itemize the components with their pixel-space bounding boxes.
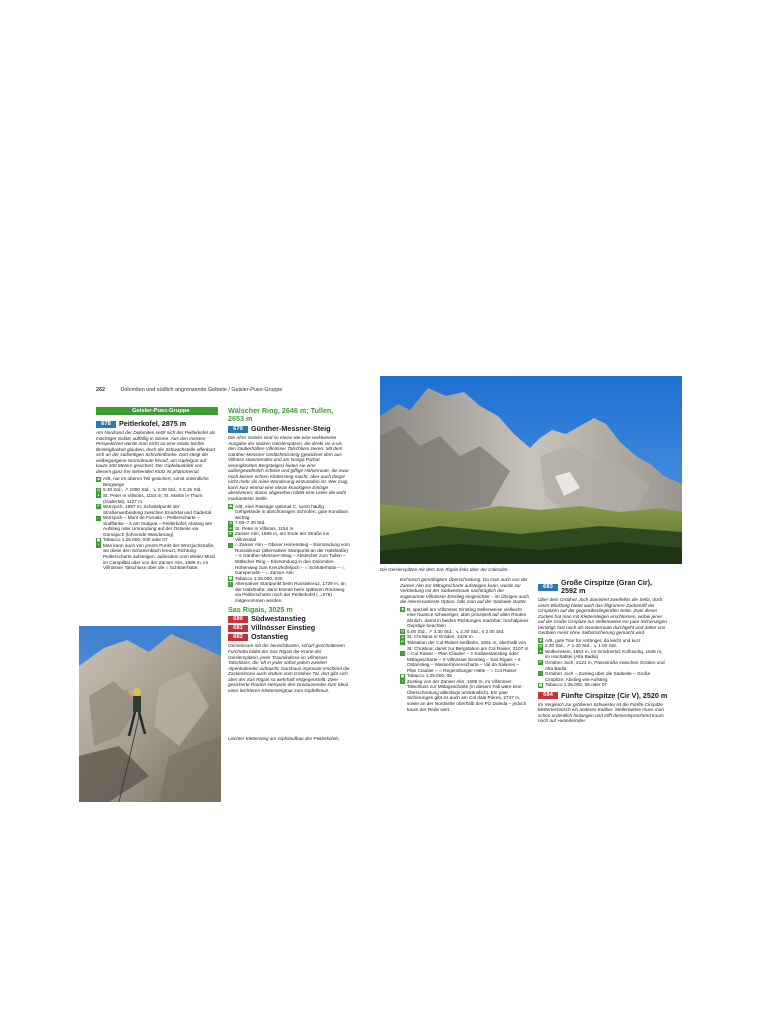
- tour-title: Peitlerkofel, 2875 m: [119, 419, 187, 428]
- section-title-tullen: Wälscher Ring, 2646 m; Tullen, 2653 m: [228, 406, 334, 423]
- info-start: P Grödner Joch, 2121 m, Passstraße zwischen Gröden und Alta Badia: [539, 660, 665, 671]
- start-icon: P: [229, 531, 232, 536]
- tour-title: Südwestanstieg: [251, 614, 306, 624]
- time-icon: ◷: [401, 629, 404, 634]
- mountain-photo: [380, 376, 682, 564]
- tour-intro: Gemeinsam mit der benachbarten, scharf geschnittenen Furchetta bildet der Sas Rigais die Krone der Geislerspitzen, jener Traumkulisse im Villnösser Talschluss, die 'oft in jeder sofort jedem zweiten Alpenkalender auftaucht. Durchaus imposant erscheint die Zackenkrone auch drüben vom Grödner Tal, dort gibt sich aber der Sas Rigais so wehrhaft entgegenstellt. Zwei gesicherte Routen stempeln den Dreitausender zum Ideal einer leichteren Klettersteigtour zum Gipfelkreuz.: [228, 643, 350, 693]
- tour-number: 682: [228, 634, 248, 641]
- time-icon: ◷: [229, 520, 232, 525]
- info-grade: ◆ A/B, eine Passage optional C, sonst häufig Gehgelände in abschüssigen Schrofen; gute Kondition wichtig: [229, 503, 349, 520]
- route-icon: →: [228, 542, 233, 547]
- tour-title: Günther-Messner-Steig: [251, 424, 331, 433]
- map-icon: ▦: [538, 682, 543, 687]
- tour-intro: Über dem Grödner Joch dominiert zweifellos die Sella, doch einen Blickfang bietet auch das filigranere Zackenriff der Cirspitzen auf der gegenüberliegenden Seite. Zwei dieser Zacken hat man mit Klettersteigen erschlossen, wobei jener auf die Große Cirspitze nur stellenweise ein paar Sicherungen benötigt; fast noch als Wanderroute durchgeht und daher von Geübten meist ohne Selbstsicherung gemacht wird.: [538, 597, 667, 636]
- valley-icon: ▲: [538, 649, 543, 654]
- tip-icon: !: [401, 679, 404, 684]
- running-header: [96, 387, 282, 393]
- column-2: [228, 407, 350, 695]
- info-valley: ▲ St. Peter in Villnöss, 1154 m: [228, 525, 294, 531]
- map-icon: ▦: [96, 537, 101, 542]
- grade-icon: ◆: [401, 607, 404, 612]
- tour-heading-683: [538, 579, 668, 595]
- tour-number: 683: [538, 584, 558, 591]
- info-route: → Grödner Joch – Zustieg über die Südseite – Große Cirspitze; Abstieg wie Aufstieg: [538, 671, 651, 682]
- section-title-sas-rigais: Sas Rigais, 3025 m: [228, 605, 293, 615]
- route-icon: →: [400, 651, 405, 656]
- route-icon: →: [96, 515, 101, 520]
- tour-heading-682: [228, 633, 350, 641]
- tour-title: Fünfte Cirspitze (Cir V), 2520 m: [561, 690, 668, 700]
- tour-heading-679: [228, 425, 350, 433]
- tip-icon: !: [97, 543, 100, 548]
- tour-number: 684: [538, 692, 558, 699]
- info-valley: ▲ Wolkenstein, 1563 m, im Grödnertal; Kolfuschg, 1645 m, im Hochabtei (Alta Badia): [538, 648, 663, 660]
- mountain-photo-caption: Die Geislerspitzen mit dem Sas Rigais links über der Colesalm.: [380, 567, 509, 572]
- tour-intro: Im Vergleich zur größeren Schwester ist die Fünfte Cirspitze klettertechnisch ein anderes Kaliber. Stellenweise muss man schon ordentlich hinlangen und trifft dementsprechend kaum noch auf »wandernde«: [538, 701, 664, 724]
- info-tip: ! Man kann auch von jenem Punkt der Würzjochstraße, wo diese den Schartenbach kreuzt, Richtung Peitlerscharte aufsteigen, außerdem vom Weiler Miscì im Campilltal oder von der Zanser Alm, 1686 m, im Villnösser Talschluss über die ⌂ Schlüterhütte.: [97, 542, 216, 571]
- tour-heading-678: [96, 420, 218, 428]
- info-grade: ◆ B, speziell am Villnösser Einstieg stellenweise vielleicht eine Nuance schwieriger, aber prinzipiell auf allen Routen ähnlich, damit in beiden Richtungen machbar; hochalpines Gepräge beachten: [401, 606, 529, 629]
- grade-icon: ◆: [539, 638, 542, 643]
- start-icon: P: [97, 504, 100, 509]
- region-band: Geisler-Puez-Gruppe: [96, 407, 218, 415]
- column-3: [400, 577, 529, 712]
- page-number: 262: [96, 387, 105, 393]
- tour-intro: Die Afrer Geisler sind so etwas wie eine verkleinerte Ausgabe der stolzen Geislerspitzen, die direkt vis-à-vis den zauberhaften Villnösser Talschluss zieren. Mit dem Günther-Messner-Gedächtnissteig (gewidmet dem aus Villnöss stammenden und am Nanga Parbat verunglückten Bergsteiger) bieten sie eine außergewöhnlich schöne und giffige Höhenroute, die zwar noch keinen echten Klettersteig macht, aber auch längst nicht mehr als reine Wanderung einzustufen ist. Wer mag, kann kurz einmal eine etwas knackigere Einlage absolvieren; davon abgesehen bildet eine Leiter die wohl markanteste Stelle.: [228, 435, 349, 502]
- info-time: ◷ 7.00–7.30 Std.: [229, 520, 266, 526]
- info-tip: ! Zustieg von der Zanser Alm, 1685 m, im Villnösser Talschluss zur Mittagsscharte (in diesem Fall wäre eine Überschreitung allerdings umständlich). Ein paar Sicherungen gibt es auch am Col dala Pières, 2747 m, sowie an der Nordseite oberhalb des Piz Duleda – jedoch kaum der Rede wert.: [401, 678, 527, 712]
- info-map: ▦ Tabacco 1:25.000, 030: [228, 575, 283, 581]
- grade-icon: ◆: [229, 503, 232, 508]
- info-time: ◷ 5.30 Std., ↗ 1000 Std., ↘ 2.30 Std., ≡ 0.15 Std.: [97, 487, 202, 493]
- tour-title: Ostanstieg: [251, 632, 289, 642]
- tour-intro: Am Nordrand der Dolomiten setzt sich der Peitlerkofel als mächtiger Solitär auffällig in Szene. Aus den meisten Perspektiven würde man nicht an eine relativ leichte Besteigbarkeit glauben, doch die Schwachstelle offenbart sich an der südseitigen Schrofenflanke. Dort steigt die vielbegangene Normalroute hinauf, am Gipfelgrat auf kaum 100 Metern gesichert. Der Gipfelausblick von diesem ganz frei stehenden Klotz ist phänomenal.: [96, 430, 216, 474]
- valley-icon: ▲: [228, 526, 233, 531]
- info-start: P Würzjoch, 1987 m; Scheitelpunkt der Straßenverbindung zwischen Enacktal und Gadertal: [97, 504, 212, 515]
- info-time: ◷ 2.30 Std., ↗ 1.30 Std., ↘ 1.00 Std.: [539, 643, 617, 649]
- tour-intro: technisch gemäßigtem Überschreitung. Da man auch von der Zanser Alm zur Mittagsscharte aufsteigen kann, wurde zur Verbindung mit der Südwestroute nachträglich der sogenannte Villnösser Einstieg eingerichtet – im Übrigen auch die interessanteste Option, falls man auf der Südseite startet.: [400, 577, 529, 605]
- info-time: ◷ 6.00 Std., ↗ 3.30 Std., ↘ 2.30 Std., ≡ 2.00 Std.: [401, 628, 505, 634]
- climber-photo: [79, 626, 221, 802]
- info-grade: ◆ A/B, gute Tour für Anfänger, da leicht und kurz: [539, 637, 641, 643]
- start-icon: P: [401, 640, 404, 645]
- info-valley: ▲ St. Christina in Gröden, 1428 m: [400, 634, 473, 640]
- column-4: [538, 579, 668, 726]
- info-map: ▦ Tabacco 1:25.000, 05 oder 07: [538, 682, 608, 688]
- time-icon: ◷: [97, 487, 100, 492]
- climber-photo-caption: Leichter Klettersteig am Gipfelaufbau des Peitlerkofels.: [228, 736, 340, 741]
- tour-number: 681: [228, 625, 248, 632]
- route-icon: →: [538, 671, 543, 676]
- info-route: → Würzjoch – Munt de Furnela – Peitlerscharte – Südflanke – ≡ am Südgrat – Peitlerkofel; Abstieg wie Aufstieg oder Umrundung auf der Ostseite via Gömajoch (lohnende Wanderung): [96, 515, 213, 537]
- start-icon: P: [539, 660, 542, 665]
- time-icon: ◷: [539, 643, 542, 648]
- map-icon: ▦: [228, 575, 233, 580]
- tour-title: Große Cirspitze (Gran Cir), 2592 m: [561, 578, 653, 595]
- tour-heading-680: [228, 615, 350, 623]
- info-tip: ! Alternativer Startpunkt beim Russiskreuz, 1729 m, an der Halsltraße; dann könnte beim späteren Rückweg via Peitlerscharte noch der Peitlerkofel (→678) mitgenommen werden.: [229, 581, 346, 603]
- info-start: P Zanser Alm, 1685 m, am Ende der Straße ins Villnösstal: [229, 531, 330, 542]
- info-grade: ◆ A/B, nur im oberen Teil gesichert, sonst ordentliche Bergwege: [97, 476, 209, 487]
- info-route: → ⌂ Zanser Alm – Oberer Herrensteig – Einmündung vom Russiskreuz (alternativer Startpunkt an der Halsltraße) – ≡ Günther-Messner-Steig – Abstecher zum Tullen – Wälscher Ring – Einmündung in den Dolomiten-Höhenweg zum Kreuzkofeljoch – ⌂ Schlüterhütte – ⌂ Gampenalm – ⌂ Zanser Alm: [228, 542, 350, 576]
- tour-title: Villnösser Einstieg: [251, 623, 316, 633]
- running-title: Dolomiten und südlich angrenzende Gebiete / Geisler-Puez-Gruppe: [120, 387, 283, 393]
- info-start: P Talstation der Col-Raiser-Seilbahn, 1551 m, oberhalb von St. Christina; damit zur Bergstation am Col Raiser, 2107 m: [401, 640, 529, 651]
- info-route: → ⌂ Col Raiser – Plan Ciautier – ≡ Südwestanstieg oder: Mittagsscharte – ≡ Villnösser Einstieg – Sas Rigais – ≡ Ostanstieg – Wasserrinnenscharte – Val da Salieres – Plan Ciautier – ⌂ Regensburger Hütte – ⌂ Col Raiser: [400, 651, 521, 673]
- valley-icon: ▲: [96, 493, 101, 498]
- info-map: ▦ Tabacco 1:25.000, 05: [400, 673, 452, 679]
- map-icon: ▦: [400, 673, 405, 678]
- info-valley: ▲ St. Peter in Villnöss, 1154 m; St. Martin in Thurn (Gadertal), 1127 m: [96, 493, 203, 504]
- valley-icon: ▲: [400, 634, 405, 639]
- grade-icon: ◆: [97, 476, 100, 481]
- info-map: ▦ Tabacco 1:25.000, 030 oder 07: [96, 537, 168, 543]
- tour-number: 680: [228, 616, 248, 623]
- tour-heading-684: [538, 692, 668, 700]
- tip-icon: !: [229, 581, 232, 586]
- tour-heading-681: [228, 624, 350, 632]
- tour-number: 679: [228, 426, 248, 433]
- tour-number: 678: [96, 421, 116, 428]
- column-1: [96, 407, 218, 571]
